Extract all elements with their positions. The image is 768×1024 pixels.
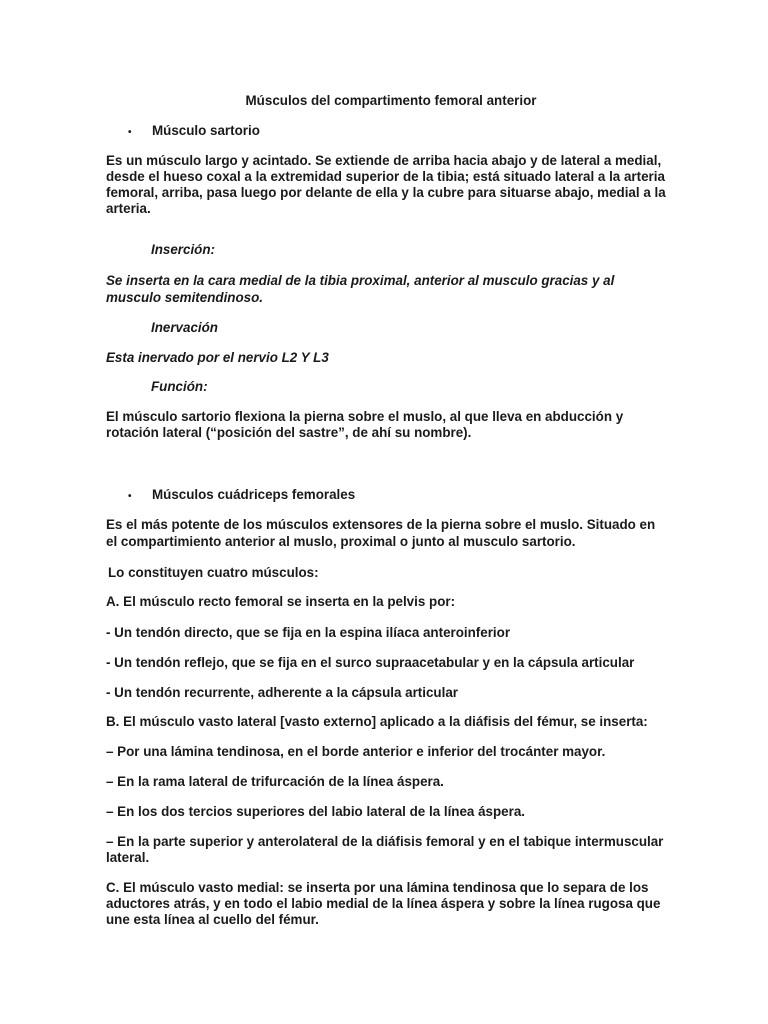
bullet-icon: • (128, 491, 132, 502)
paragraph-c: C. El músculo vasto medial: se inserta por una lámina tendinosa que lo separa de los aductores atrás, y en todo el labio medial de la línea áspera y sobre la línea rugosa que une esta línea al cuello del fémur. (106, 880, 661, 927)
list-item: – En los dos tercios superiores del labio lateral de la línea áspera. (106, 804, 525, 819)
list-item: - Un tendón recurrente, adherente a la cápsula articular (106, 685, 458, 700)
paragraph: Es un músculo largo y acintado. Se extiende de arriba hacia abajo y de lateral a medial, desde el hueso coxal a la extremidad superior de la tibia; está situado lateral a la arteria femoral, arriba, pasa luego por delante de ella y la cubre para situarse abajo, medial a la arteria. (106, 153, 666, 216)
subheading-inervacion: Inervación (151, 320, 218, 335)
section-heading: Músculos cuádriceps femorales (152, 487, 356, 502)
paragraph: Se inserta en la cara medial de la tibia proximal, anterior al musculo gracias y al musculo semitendinoso. (106, 273, 615, 305)
paragraph: El músculo sartorio flexiona la pierna sobre el muslo, al que lleva en abducción y rotación lateral (“posición del sastre”, de ahí su nombre). (106, 409, 624, 440)
list-item: – En la parte superior y anterolateral de la diáfisis femoral y en el tabique intermuscular lateral. (106, 834, 664, 865)
list-item: - Un tendón reflejo, que se fija en el surco supraacetabular y en la cápsula articular (106, 655, 635, 670)
paragraph-b: B. El músculo vasto lateral [vasto externo] aplicado a la diáfisis del fémur, se inserta: (106, 714, 648, 729)
list-item-cuadriceps (128, 487, 355, 505)
list-letter: A. (106, 594, 120, 609)
paragraph: Es el más potente de los músculos extensores de la pierna sobre el muslo. Situado en el compartimiento anterior al muslo, proximal o junto al musculo sartorio. (106, 517, 656, 549)
list-item: – En la rama lateral de trifurcación de la línea áspera. (106, 774, 444, 789)
document-title: Músculos del compartimento femoral anterior (245, 93, 537, 108)
list-item: - Un tendón directo, que se fija en la espina ilíaca anteroinferior (106, 625, 511, 640)
bullet-icon: • (128, 127, 132, 138)
subheading-funcion: Función: (151, 379, 208, 394)
section-heading: Músculo sartorio (152, 123, 260, 138)
subheading-insercion: Inserción: (151, 242, 215, 257)
paragraph: Esta inervado por el nervio L2 Y L3 (106, 350, 329, 365)
paragraph-a (106, 594, 666, 610)
paragraph-text: El músculo recto femoral se inserta en la pelvis por: (123, 594, 456, 609)
paragraph: Lo constituyen cuatro músculos: (108, 565, 319, 580)
list-item: – Por una lámina tendinosa, en el borde anterior e inferior del trocánter mayor. (106, 744, 606, 759)
list-item-sartorio (128, 123, 260, 141)
